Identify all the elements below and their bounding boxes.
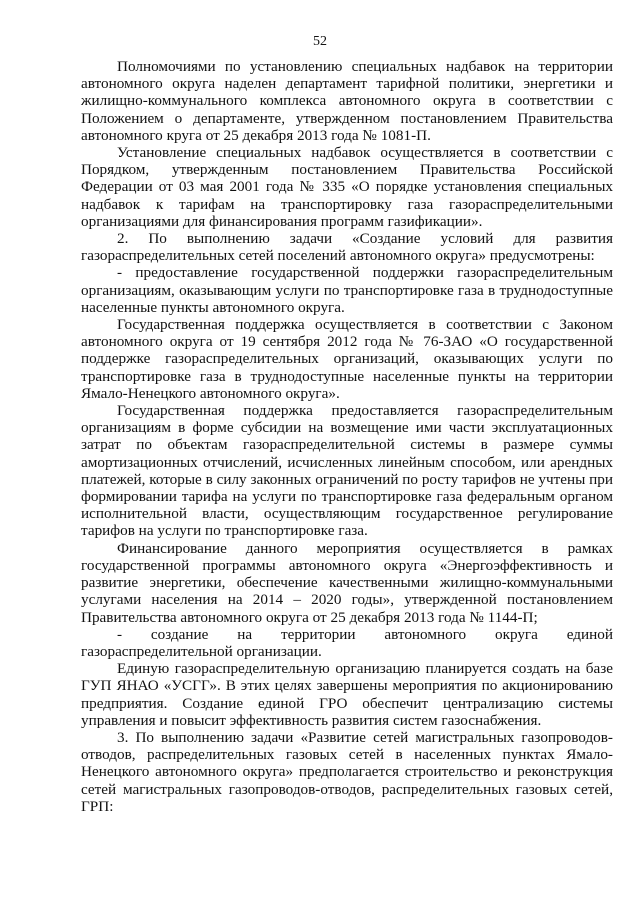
paragraph-powers: Полномочиями по установлению специальных надбавок на территории автономного округа наделен департамент тарифной политики, энергетики и жилищно-коммунального комплекса автономного округа в соответствии с Положением о департаменте, утвержденном постановлением Правительства автономного круга от 25 декабря 2013 года № 1081-П. bbox=[81, 58, 613, 144]
page-number: 52 bbox=[313, 34, 327, 49]
paragraph-subsidy: Государственная поддержка предоставляется газораспределительным организациям в форме субсидии на возмещение ими части эксплуатационных затрат по объектам газораспределительной системы в размере суммы амортизационных отчислений, исчисленных линейным способом, или арендных платежей, которые в силу законных ограничений по росту тарифов не учтены при формировании тарифа на услуги по транспортировке газа федеральным органом исполнительной власти, осуществляющим государственное регулирование тарифов на услуги по транспортировке газа. bbox=[81, 402, 613, 540]
paragraph-surcharges-procedure: Установление специальных надбавок осуществляется в соответствии с Порядком, утвержденным постановлением Правительства Российской Федерации от 03 мая 2001 года № 335 «О порядке установления специальных надбавок к тарифам на транспортировку газа газораспределительными организациями для финансирования программ газификации». bbox=[81, 144, 613, 230]
paragraph-task-3: 3. По выполнению задачи «Развитие сетей магистральных газопроводов-отводов, распределительных газовых сетей в населенных пунктах Ямало-Ненецкого автономного округа» предполагается строительство и реконструкция сетей магистральных газопроводов-отводов, распределительных газовых сетей, ГРП: bbox=[81, 728, 613, 815]
paragraph-state-support-law: Государственная поддержка осуществляется в соответствии с Законом автономного округа от 19 сентября 2012 года № 76-ЗАО «О государственной поддержке газораспределительных организаций, оказывающих услуги по транспортировке газа в труднодоступные населенные пункты на территории Ямало-Ненецкого автономного округа». bbox=[81, 316, 613, 402]
paragraph-state-support-item: - предоставление государственной поддержки газораспределительным организациям, оказывающим услуги по транспортировке газа в труднодоступные населенные пункты автономного округа. bbox=[81, 264, 613, 316]
paragraph-task-2: 2. По выполнению задачи «Создание условий для развития газораспределительных сетей поселений автономного округа» предусмотрены: bbox=[81, 230, 613, 265]
paragraph-single-gro-item: - создание на территории автономного округа единой газораспределительной организации. bbox=[81, 625, 613, 660]
paragraph-single-gro: Единую газораспределительную организацию планируется создать на базе ГУП ЯНАО «УСГГ». В этих целях завершены мероприятия по акционированию предприятия. Создание единой ГРО обеспечит централизацию системы управления и повысит эффективность развития систем газоснабжения. bbox=[81, 660, 613, 729]
paragraph-financing: Финансирование данного мероприятия осуществляется в рамках государственной программы автономного округа «Энергоэффективность и развитие энергетики, обеспечение качественными жилищно-коммунальными услугами населения на 2014 – 2020 годы», утвержденной постановлением Правительства автономного округа от 25 декабря 2013 года № 1144-П; bbox=[81, 539, 613, 626]
document-body bbox=[81, 58, 613, 815]
